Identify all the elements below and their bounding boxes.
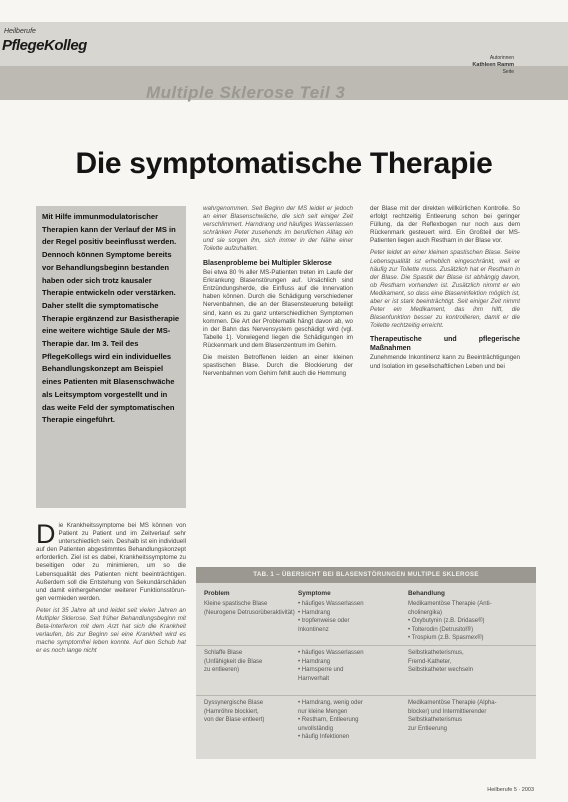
column-1-paragraph-2: Peter ist 35 Jahre alt und leidet seit vielen Jahren an Multipler Sklerose. Seit früher Behandlungsbeginn mit Beta-Interferon mit dem Arzt hat sich die Krankheit verlaufen, bis zur Beginn sei eine Krankheit wird es mache symptomfrei leben konnte. Auf den Schub hat er es noch lange nicht — [36, 606, 186, 655]
table-cell: zur Entleerung — [408, 725, 448, 732]
table-cell: Harnverhalt — [298, 675, 330, 682]
table-row-2-symptoms — [298, 649, 406, 683]
table-cell: • Tolterodin (Detrusitol®) — [408, 626, 474, 633]
column-3-paragraph-1: der Blase mit der direkten willkürlichen Kontrolle. So erfolgt rechtzeitig Entleerung schon bei geringer Füllung, da der Reflexbogen nur noch aus dem Rückenmark gesteuert wird. Ein Großteil der MS-Patienten liegen auch Restharn in der Blase vor. — [370, 205, 520, 245]
table-row-2-problem — [204, 649, 296, 675]
table-row-3-symptoms — [298, 699, 406, 742]
table-row-1-problem — [204, 600, 296, 617]
drop-cap: D — [36, 519, 56, 549]
table-cell: von der Blase entleert) — [204, 717, 265, 724]
author-name: Kathleen Ramm — [472, 62, 514, 68]
table-cell: • Restharn, Entleerung — [298, 717, 359, 724]
table-cell: nur kleine Mengen — [298, 708, 348, 715]
intro-box — [36, 206, 186, 508]
column-3 — [370, 205, 520, 375]
table-cell: Dyssynergische Blase — [204, 700, 264, 706]
column-2-paragraph-3: Die meisten Betroffenen leiden an einer kleinen spastischen Blase. Durch die Blockierung der Nervenbahnen vom Gehirn fehlt auch die Hemmung — [203, 354, 353, 378]
table-cell: Medikamentöse Therapie (Alpha- — [408, 700, 497, 706]
table-cell: zu entleeren) — [204, 667, 240, 674]
intro-text: Mit Hilfe immunmodulatorischer Therapien kann der Verlauf der MS in der Regel positiv beeinflusst werden. Dennoch können Symptome bereits vor Behandlungsbeginn bestanden haben oder sich trotz kausaler Therapie entwickeln oder verstärken. Daher stellt die symptomatische Therapie ergänzend zur Basistherapie eine weitere wichtige Säule der MS-Therapie dar. Im 3. Teil des PflegeKollegs wird ein individuelles Behandlungskonzept am Beispiel eines Patienten mit Blasenschwäche als Leitsymptom vorgestellt und in das weite Feld der symptomatischen Therapie eingeführt. — [42, 212, 180, 425]
table-cell: Medikamentöse Therapie (Anti- — [408, 601, 492, 607]
table-cell: Selbstkatheterismus — [408, 717, 463, 724]
column-2 — [203, 205, 353, 382]
table-cell: • häufiges Wasserlassen — [298, 601, 364, 607]
column-3-paragraph-2: Peter leidet an einer kleinen spastischen Blase. Seine Lebensqualität ist erheblich eingeschränkt, weil er häufig zur Toilette muss. Zusätzlich hat er Restharn in der Blase. Die Spastik der Blase ist abhängig davon, ob Restharn vorhanden ist. Zusätzlich nimmt er ein Medikament, so dass eine Blaseninfektion möglich ist, aber er ist stark beeinträchtigt. Seit einiger Zeit nimmt Peter ein Medikament, das ihm hilft, die Blasenfunktion besser zu kontrollieren, damit er die Toilette rechtzeitig erreicht. — [370, 249, 520, 330]
column-3-paragraph-3: Zunehmende Inkontinenz kann zu Beeinträchtigungen und Isolation im gesellschaftlichen Leben und bei — [370, 354, 520, 370]
brand-logo: PflegeKolleg — [2, 37, 87, 54]
table-cell: • Harndrang — [298, 609, 331, 616]
column-1 — [36, 519, 186, 660]
table-cell: (Harnröhre blockiert, — [204, 708, 259, 715]
table-row-2-treatment — [408, 649, 532, 675]
page-label: Seite — [502, 69, 514, 75]
table-row-1-treatment — [408, 600, 532, 643]
table-cell: • Harndrang, wenig oder — [298, 700, 363, 706]
table-cell: Fremd-Katheter, — [408, 658, 452, 665]
table-cell: (Neurogene Detrusorüberaktivität) — [204, 609, 295, 616]
table-cell: Kleine spastische Blase — [204, 601, 268, 607]
table-row-3-problem — [204, 699, 296, 725]
table-header-problem: Problem — [204, 590, 230, 597]
author-block — [472, 55, 514, 76]
bladder-table — [196, 567, 536, 759]
table-cell: Selbstkatheterismus, — [408, 650, 464, 656]
table-cell: • Oxybutynin (z.B. Dridase®) — [408, 618, 485, 625]
table-cell: Inkontinenz — [298, 626, 329, 633]
series-title: Multiple Sklerose Teil 3 — [146, 83, 346, 102]
page-title: Die symptomatische Therapie — [75, 147, 493, 180]
brand-kicker: Heilberufe — [4, 28, 36, 35]
table-cell: • Harnsperre und — [298, 667, 344, 674]
table-header-treatment: Behandlung — [408, 590, 445, 597]
table-cell: cholinergika) — [408, 609, 443, 616]
page-footer: Heilberufe 5 · 2003 — [487, 787, 534, 793]
table-cell: unvollständig — [298, 725, 334, 732]
column-1-paragraph-1: ie Krankheitssymptome bei MS können von Patient zu Patient und im Zeitverlauf sehr unterschiedlich sein. Deshalb ist ein individuell auf den Patienten abgestimmtes Behandlungskonzept erforderlich. Ziel ist es dabei, Krankheitssymptome zu beseitigen oder zu minimieren, um so die Lebensqualität des Patienten nicht beeinträchtigen. Außerdem soll die Entstehung von Sekundärschäden und damit einhergehender weiterer Funktionsstörungen vermieden werden. — [36, 522, 186, 602]
table-cell: • häufig Infektionen — [298, 734, 350, 741]
column-1-lead — [36, 519, 186, 603]
column-2-heading: Blasenprobleme bei Multipler Sklerose — [203, 259, 332, 267]
table-cell: • Harndrang — [298, 658, 331, 665]
column-3-heading: Therapeutische und pflegerische Maßnahmen — [370, 336, 520, 352]
table-row-3-treatment — [408, 699, 532, 733]
table-cell: • tropfenweise oder — [298, 618, 350, 625]
table-cell: • häufiges Wasserlassen — [298, 650, 364, 656]
column-2-paragraph-1: wahrgenommen. Seit Beginn der MS leidet er jedoch an einer Blasenschwäche, die sich seit einiger Zeit verschlimmert. Harndrang und häufiges Wasserlassen schränken Peter zusehends im beruflichen Alltag ein und sie sorgen ihn, sich immer in der Nähe einer Toilette aufzuhalten. — [203, 205, 353, 253]
table-cell: Schlaffe Blase — [204, 650, 243, 656]
table-title: TAB. 1 – ÜBERSICHT BEI BLASENSTÖRUNGEN MULTIPLE SKLEROSE — [253, 571, 479, 578]
table-cell: blocker) und Intermittierender — [408, 708, 487, 715]
column-2-paragraph-2: Bei etwa 80 % aller MS-Patienten treten im Laufe der Erkrankung Blasenstörungen auf. Ursächlich sind Entzündungsherde, die Einfluss auf die Innervation haben können. Durch die Schädigung verschiedener Nervenbahnen, die an der Blasensteuerung beteiligt sind, kann es zu ganz unterschiedlichen Symptomen kommen. Die Art der Problematik hängt davon ab, wo in der Bahn das Nervensystem geschädigt wird (vgl. Tabelle 1). Vorwiegend liegen die Schädigungen im Rückenmark und dem Blasenzentrum im Gehirn. — [203, 269, 353, 349]
table-cell: Selbstkatheter wechseln — [408, 667, 474, 674]
table-cell: • Trospium (z.B. Spasmex®) — [408, 635, 484, 642]
table-header-symptoms: Symptome — [298, 590, 331, 597]
table-row-divider — [196, 695, 536, 696]
table-cell: (Unfähigkeit die Blase — [204, 658, 263, 665]
table-row-1-symptoms — [298, 600, 406, 634]
author-label: Autorinnen — [489, 55, 514, 61]
table-row-divider — [196, 645, 536, 646]
